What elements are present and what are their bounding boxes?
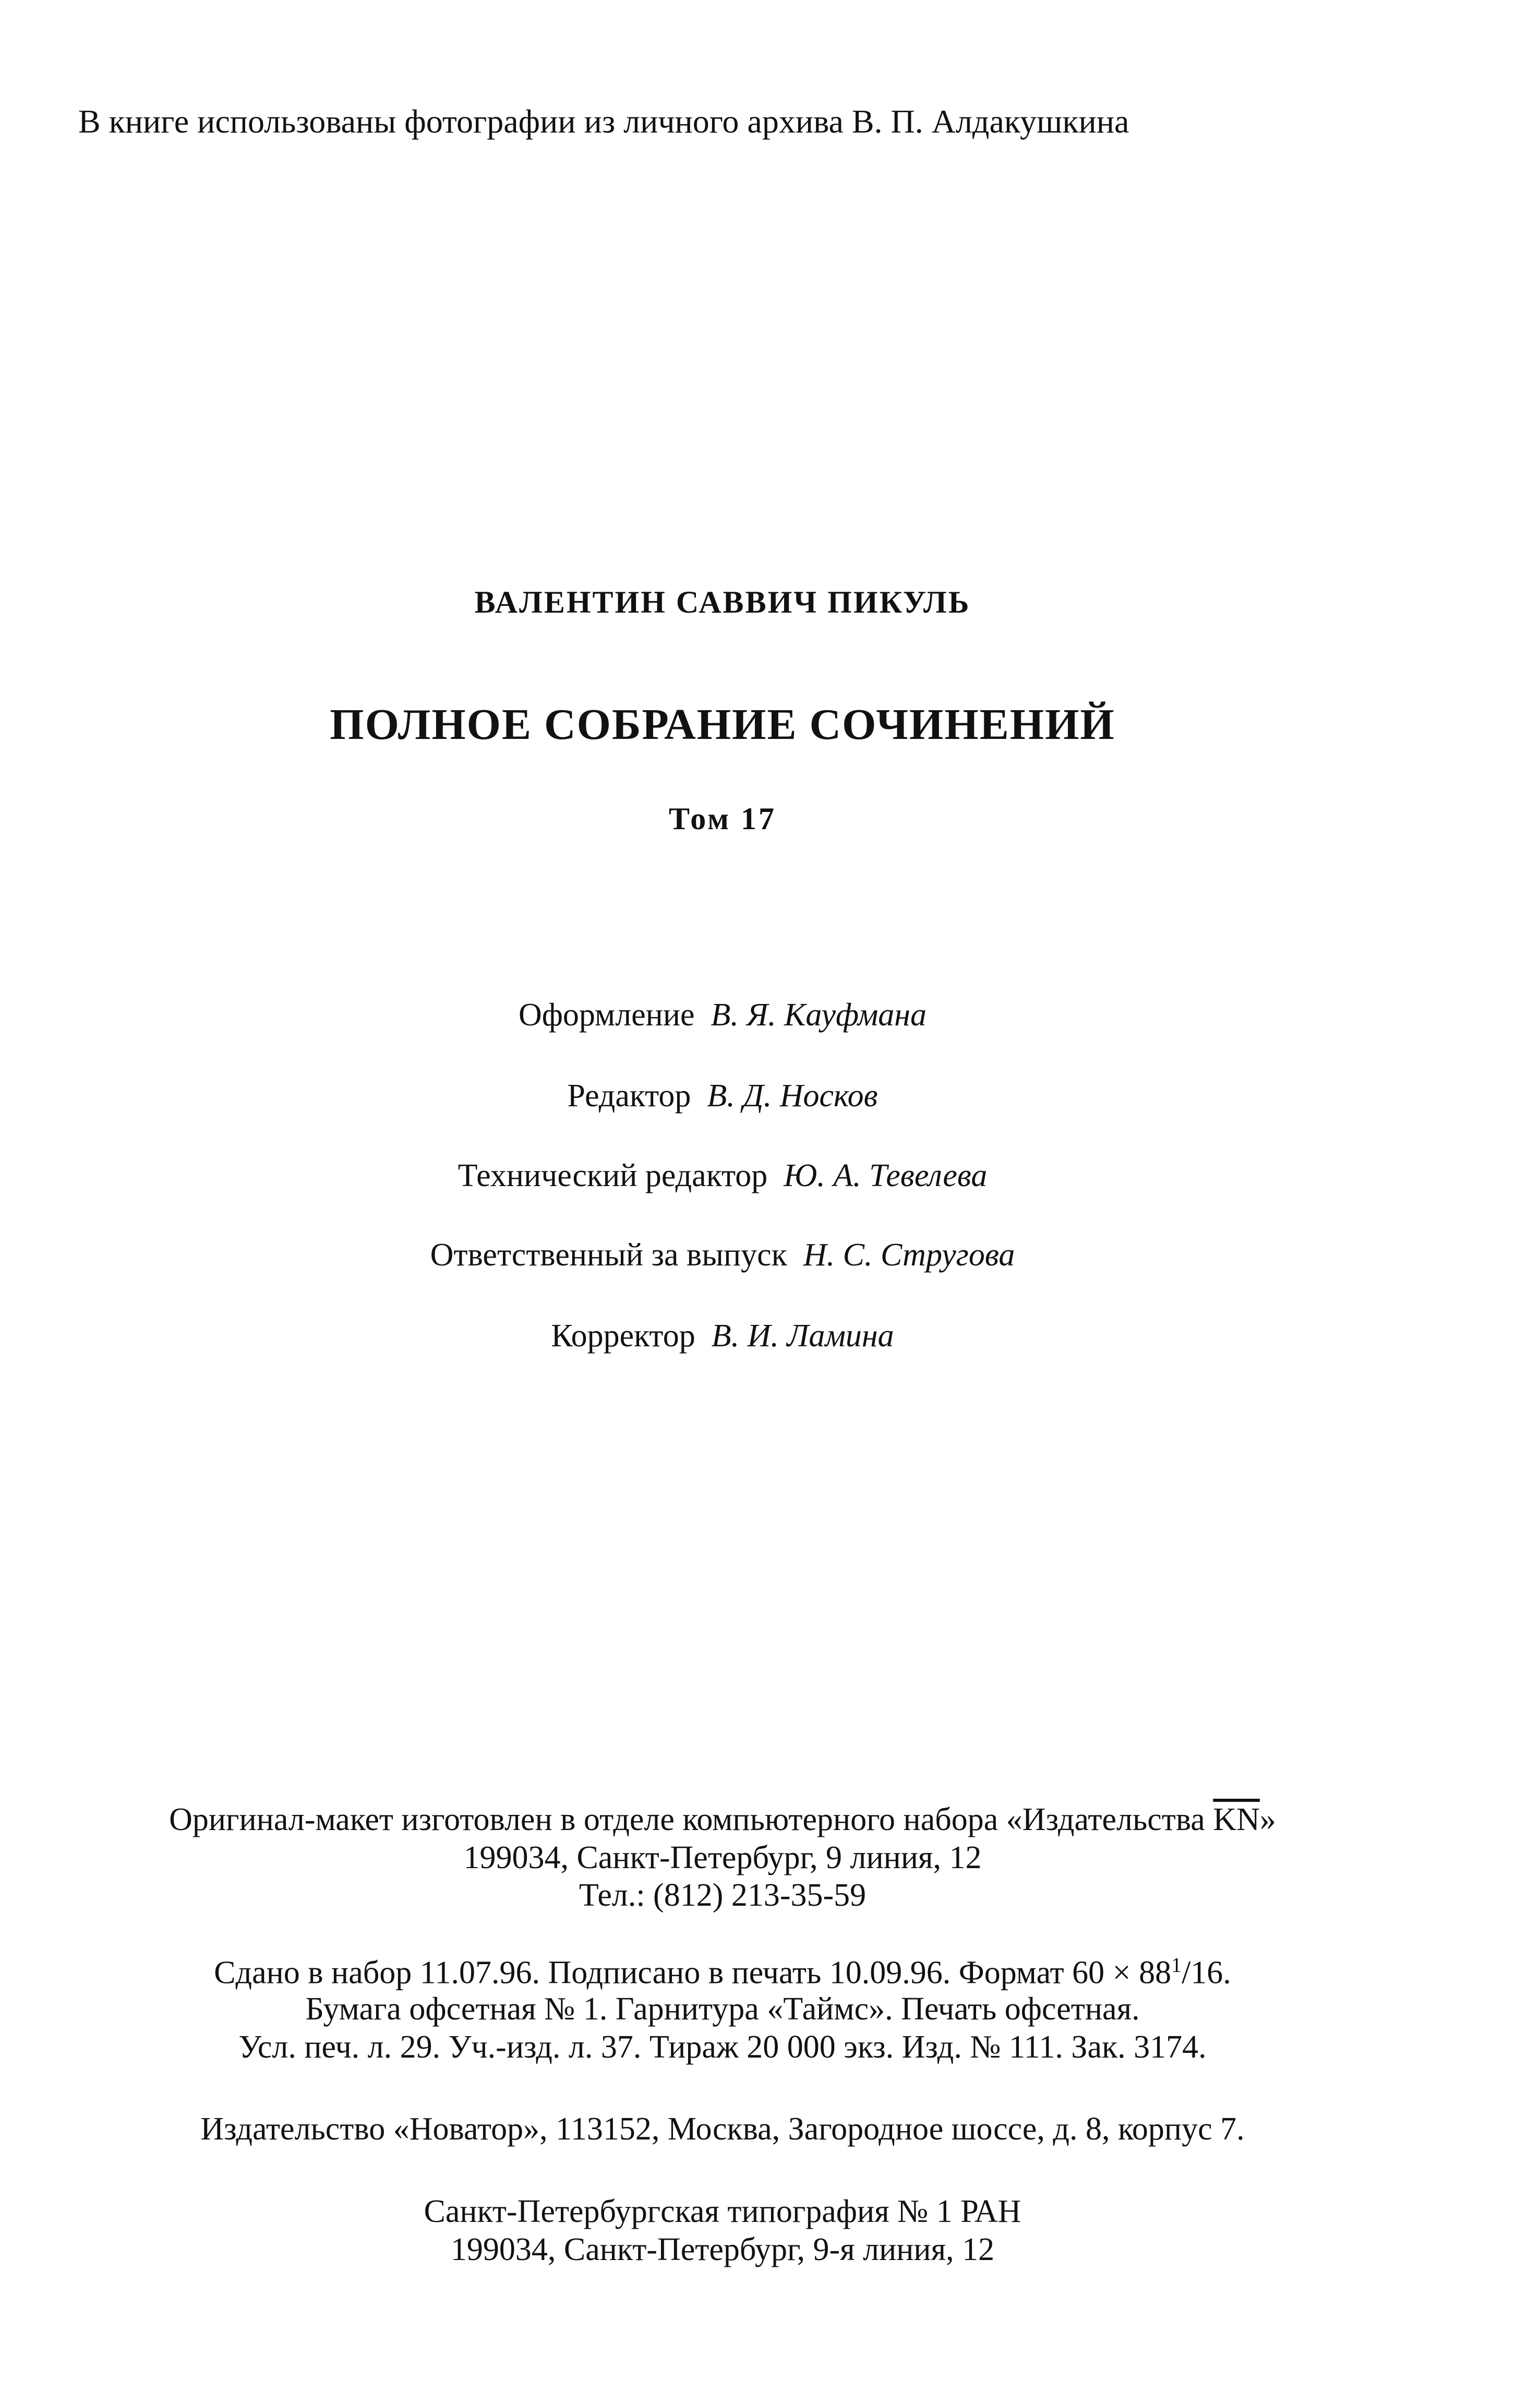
kn-logo-mark: $\overline{KN}$ [1213,1802,1260,1837]
publisher-info: Издательство «Новатор», 113152, Москва, Загородное шоссе, д. 8, корпус 7. [200,2111,1245,2147]
photo-credit-note: В книге использованы фотографии из личного архива В. П. Алдакушкина [78,103,1129,140]
format-fraction-numerator: 1 [1171,1953,1182,1977]
credit-role: Оформление [518,997,695,1033]
credit-editor [0,1078,1445,1115]
credit-person: В. Д. Носков [707,1078,878,1114]
imprint-text: Оригинал-макет изготовлен в отделе компьютерного набора «Издательства [169,1802,1213,1837]
imprint-line-1 [0,1801,1445,1838]
credit-design [0,997,1445,1034]
imprint-phone: Тел.: (812) 213-35-59 [579,1878,867,1913]
series-title: ПОЛНОЕ СОБРАНИЕ СОЧИНЕНИЙ [330,700,1115,749]
credit-role: Редактор [567,1078,691,1114]
format-fraction-denominator: /16. [1182,1955,1231,1991]
credit-proofreader [0,1318,1445,1355]
credit-role: Корректор [551,1318,695,1354]
credit-person: Ю. А. Тевелева [784,1158,988,1193]
imprint-text-end: » [1259,1802,1276,1837]
print-info-line-3: Усл. печ. л. 29. Уч.-изд. л. 37. Тираж 20 000 экз. Изд. № 111. Зак. 3174. [238,2029,1207,2065]
print-info-line-1 [0,1953,1445,1992]
credit-person: В. И. Ламина [711,1318,894,1354]
author-name: ВАЛЕНТИН САВВИЧ ПИКУЛЬ [474,585,971,619]
credit-technical-editor [0,1157,1445,1194]
credit-role: Технический редактор [458,1158,768,1193]
credit-person: В. Я. Кауфмана [711,997,927,1033]
print-info-line-2: Бумага офсетная № 1. Гарнитура «Таймс». Печать офсетная. [305,1991,1140,2027]
credit-role: Ответственный за выпуск [430,1237,787,1273]
print-dates-format: Сдано в набор 11.07.96. Подписано в печать 10.09.96. Формат 60 × 88 [214,1955,1172,1991]
imprint-address: 199034, Санкт-Петербург, 9 линия, 12 [463,1840,982,1875]
credit-responsible [0,1237,1445,1274]
credit-person: Н. С. Стругова [803,1237,1015,1273]
typography-address: 199034, Санкт-Петербург, 9-я линия, 12 [450,2232,995,2267]
volume-number: Том 17 [668,802,777,836]
typography-name: Санкт-Петербургская типография № 1 РАН [424,2194,1021,2229]
